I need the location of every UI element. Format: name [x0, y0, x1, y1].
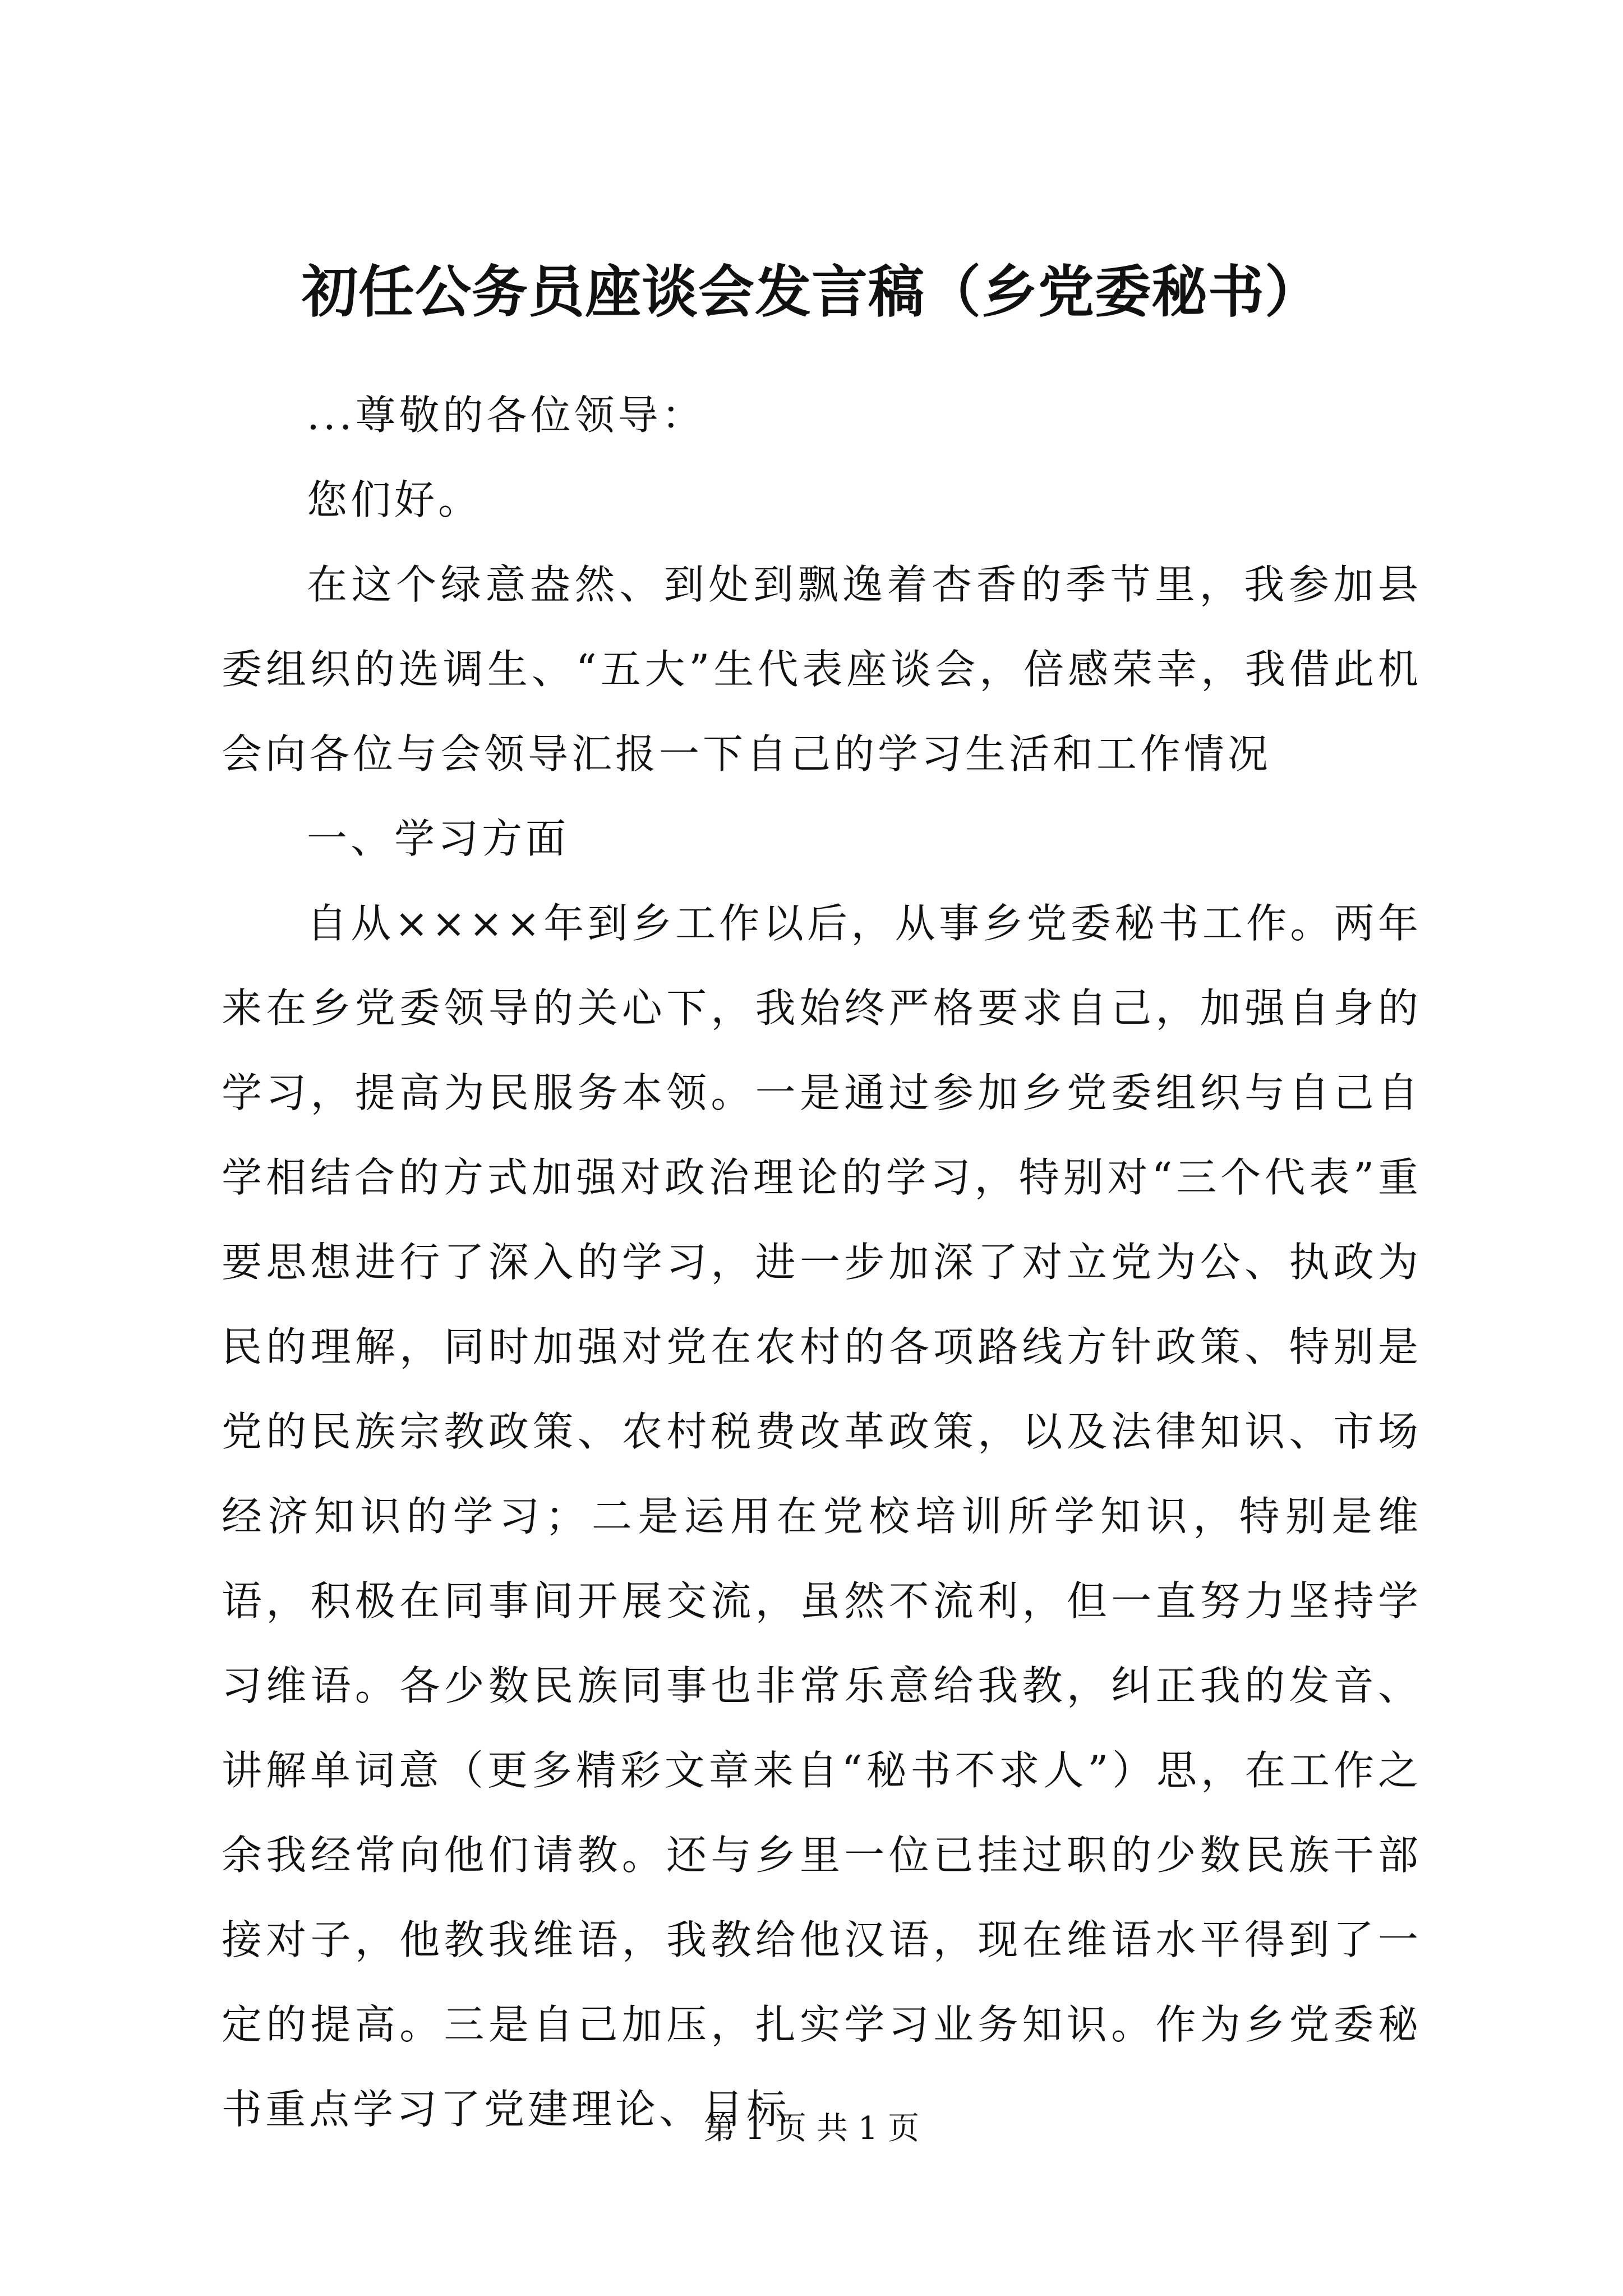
section-heading-study: 一、学习方面	[307, 815, 570, 862]
greeting-paragraph: 您们好。	[307, 476, 482, 523]
document-title: 初任公务员座谈会发言稿（乡党委秘书）	[302, 259, 1321, 325]
study-paragraph: 自从××××年到乡工作以后，从事乡党委秘书工作。两年来在乡党委领导的关心下，我始终严格要求自己，加强自身的学习，提高为民服务本领。一是通过参加乡党委组织与自己自学相结合的方式加强对政治理论的学习，特别对“三个代表”重要思想进行了深入的学习，进一步加深了对立党为公、执政为民的理解，同时加强对党在农村的各项路线方针政策、特别是党的民族宗教政策、农村税费改革政策，以及法律知识、市场经济知识的学习；二是运用在党校培训所学知识，特别是维语，积极在同事间开展交流，虽然不流利，但一直努力坚持学习维语。各少数民族同事也非常乐意给我教，纠正我的发音、讲解单词意（更多精彩文章来自“秘书不求人”）思，在工作之余我经常向他们请教。还与乡里一位已挂过职的少数民族干部接对子，他教我维语，我教给他汉语，现在维语水平得到了一定的提高。三是自己加压，扎实学习业务知识。作为乡党委秘书重点学习了党建理论、目标	[222, 900, 1422, 2133]
salutation-paragraph: ...尊敬的各位领导：	[307, 392, 706, 439]
page-number-footer: 第 1 页 共 1 页	[703, 2110, 920, 2147]
document-body	[222, 373, 1422, 2152]
intro-paragraph: 在这个绿意盎然、到处到飘逸着杏香的季节里，我参加县委组织的选调生、“五大”生代表座谈会，倍感荣幸，我借此机会向各位与会领导汇报一下自己的学习生活和工作情况	[222, 561, 1422, 777]
